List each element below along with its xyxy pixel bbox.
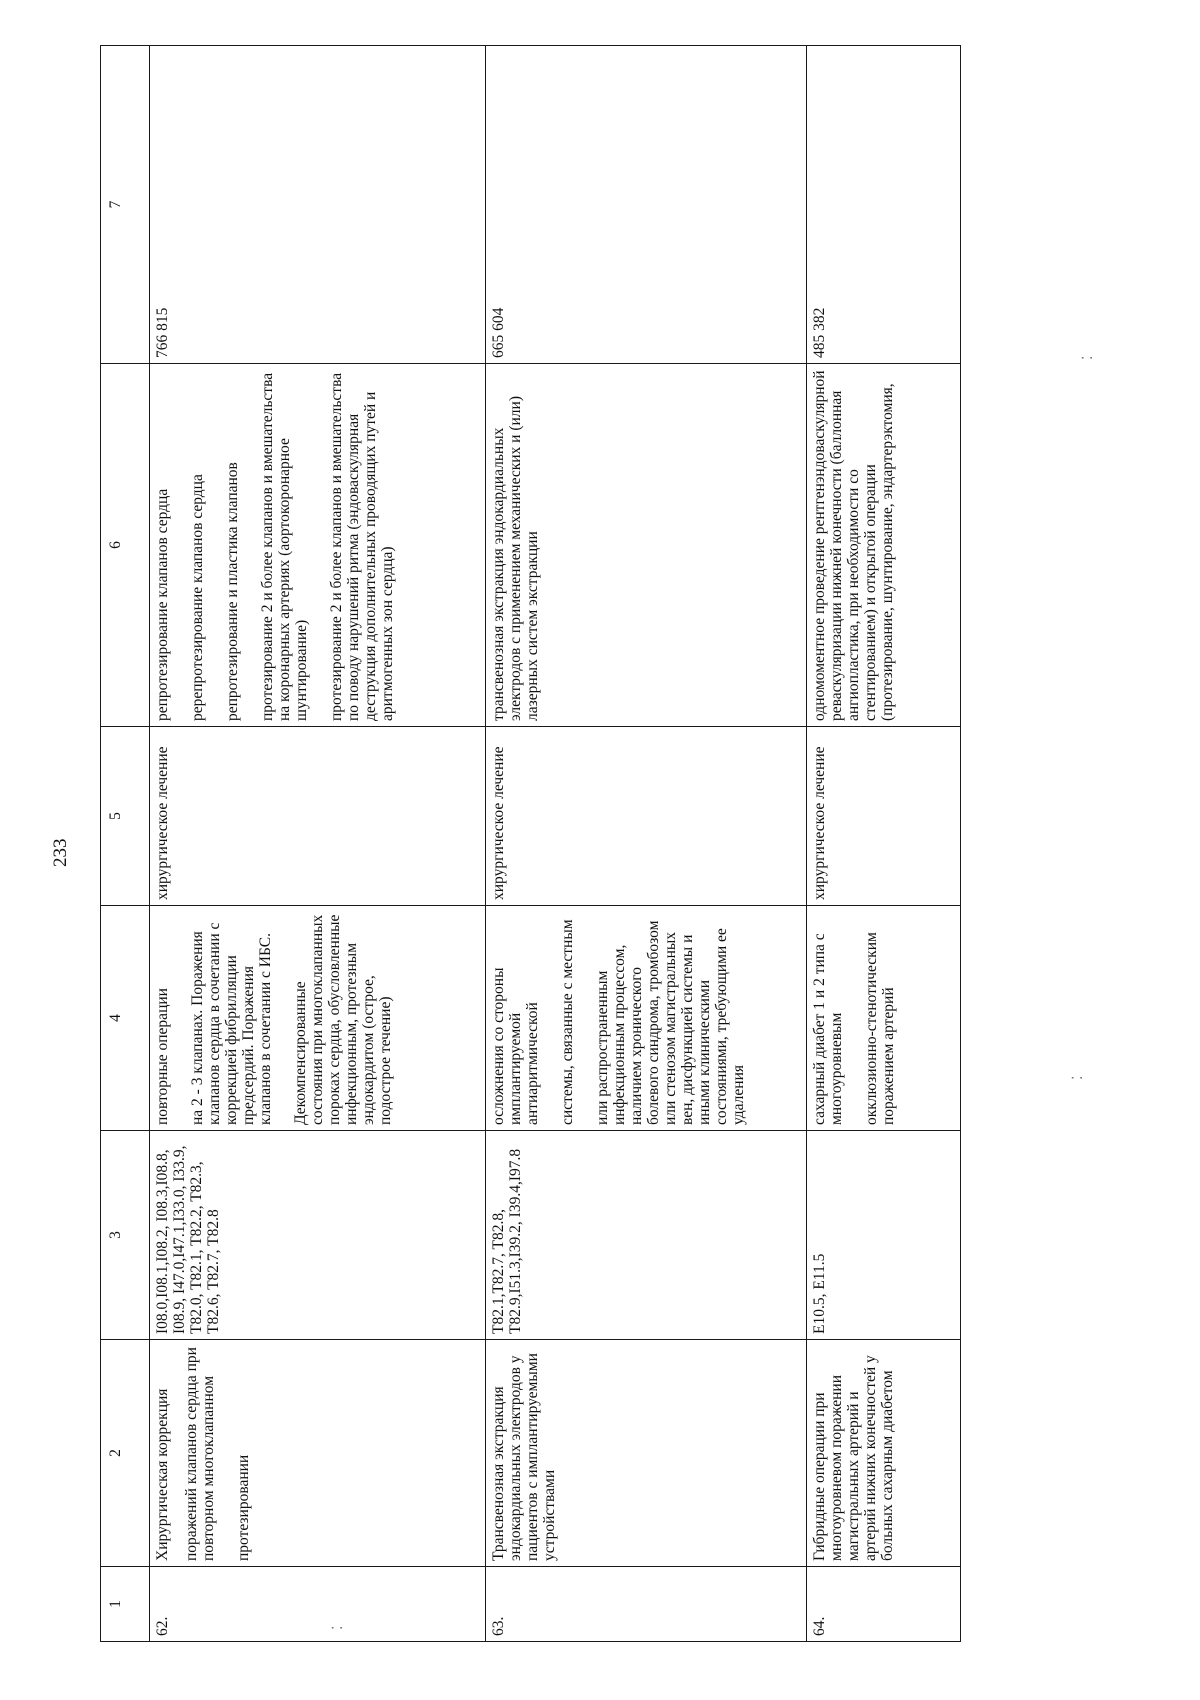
procedure-name: протезировании (235, 1454, 252, 1561)
column-number-5: 5 (101, 727, 150, 906)
row-number-cell (150, 1567, 486, 1642)
table-row (150, 46, 486, 1642)
column-number-3: 3 (101, 1131, 150, 1340)
treatment-method: репротезирование клапанов сердца (154, 488, 171, 721)
cost-value: 485 382 (811, 307, 828, 358)
treatment-method: протезирование 2 и более клапанов и вмешательства на коронарных артериях (аортокоронарное шунтирование) (259, 372, 310, 721)
icd-codes: I08.0,I08.1,I08.2, I08.3,I08.8, I08.9, I47.0,I47.1,I33.0, I33.9, T82.0, T82.1, T82.2, T82.3, T82.6, T82.7, T82.8 (154, 1145, 222, 1334)
treatment-method: ререпротезирование клапанов сердца (189, 474, 206, 721)
patient-model-cell (807, 906, 961, 1131)
icd-codes: T82.1,T82.7, T82.8, T82.9,I51.3,I39.2, I39.4,I97.8 (490, 1148, 524, 1334)
procedure-name-cell (486, 1340, 807, 1567)
procedure-name: Гибридные операции при многоуровневом поражении магистральных артерий и артерий нижних конечностей у больных сахарным диабетом (811, 1355, 896, 1561)
column-number-row (101, 46, 150, 1642)
column-number-1: 1 (101, 1567, 150, 1642)
page-number: 233 (50, 838, 71, 867)
row-number-cell (486, 1567, 807, 1642)
icd-codes: E10.5, E11.5 (811, 1253, 828, 1334)
procedure-name: Трансвенозная экстракция эндокардиальных электродов у пациентов с имплантируемыми устройствами (490, 1353, 558, 1561)
table-row (807, 46, 961, 1642)
procedure-name-cell (150, 1340, 486, 1567)
cost-value: 665 604 (490, 307, 507, 358)
icd-codes-cell (150, 1131, 486, 1340)
scan-speck: ⁚ (1081, 353, 1096, 360)
treatment-method: протезирование 2 и более клапанов и вмешательства по поводу нарушений ритма (эндоваскулярная деструкция дополнительных проводящих путей и аритмогенных зон сердца) (328, 372, 396, 721)
procedure-name: поражений клапанов сердца при повторном многоклапанном (183, 1347, 217, 1561)
patient-model-cell (150, 906, 486, 1131)
treatment-type: хирургическое лечение (154, 746, 171, 900)
treatment-methods-cell (486, 364, 807, 727)
procedure-name-cell (807, 1340, 961, 1567)
icd-codes-cell (486, 1131, 807, 1340)
column-number-7: 7 (101, 46, 150, 364)
patient-model-text: сахарный диабет 1 и 2 типа с многоуровневым (811, 933, 845, 1125)
procedure-name: Хирургическая коррекция (154, 1388, 171, 1561)
patient-model-text: или распространенным инфекционным процессом, наличием хронического болевого синдрома, тромбозом или стенозом магистральных вен, дисфункцией системы и иными клиническими состояниями, требующими ее удаления (594, 920, 747, 1125)
treatment-method: трансвенозная экстракция эндокардиальных электродов с применением механических и (или) лазерных систем экстракции (490, 396, 541, 721)
patient-model-text: на 2 - 3 клапанах. Поражения клапанов сердца в сочетании с коррекцией фибрилляции предсердий. Поражения клапанов в сочетании с ИБС. (189, 922, 274, 1125)
cost-value: 766 815 (154, 307, 171, 358)
treatment-method: репротезирование и пластика клапанов (224, 462, 241, 721)
treatment-type: хирургическое лечение (490, 746, 507, 900)
patient-model-text: системы, связанные с местным (559, 919, 576, 1125)
medical-care-table (100, 45, 961, 1642)
column-number-2: 2 (101, 1340, 150, 1567)
cost-cell (486, 46, 807, 364)
cost-cell (150, 46, 486, 364)
patient-model-text: Декомпенсированные состояния при многоклапанных пороках сердца, обусловленные инфекционным, протезным эндокардитом (острое, подострое течение) (292, 914, 394, 1125)
treatment-method: одномоментное проведение рентгенэндоваскулярной реваскуляризации нижней конечности (баллонная ангиопластика, при необходимости со стентированием) и открытой операции (протезирование, шунтирование, эндартерэктомия, (811, 370, 896, 721)
scan-speck: ⁚ (331, 1623, 346, 1630)
treatment-methods-cell (150, 364, 486, 727)
treatment-type-cell (486, 727, 807, 906)
row-number-cell (807, 1567, 961, 1642)
table-row (486, 46, 807, 1642)
treatment-methods-cell (807, 364, 961, 727)
row-number: 63. (490, 1616, 507, 1636)
treatment-type-cell (150, 727, 486, 906)
patient-model-text: окклюзионно-стенотическим поражением артерий (863, 932, 897, 1125)
treatment-type: хирургическое лечение (811, 746, 828, 900)
treatment-type-cell (807, 727, 961, 906)
column-number-6: 6 (101, 364, 150, 727)
patient-model-text: осложнения со стороны имплантируемой антиаритмической (490, 967, 541, 1125)
scan-speck: ⁚ (1071, 1073, 1086, 1080)
row-number: 64. (811, 1616, 828, 1636)
row-number: 62. (154, 1616, 171, 1636)
cost-cell (807, 46, 961, 364)
icd-codes-cell (807, 1131, 961, 1340)
patient-model-cell (486, 906, 807, 1131)
column-number-4: 4 (101, 906, 150, 1131)
patient-model-text: повторные операции (154, 988, 171, 1125)
